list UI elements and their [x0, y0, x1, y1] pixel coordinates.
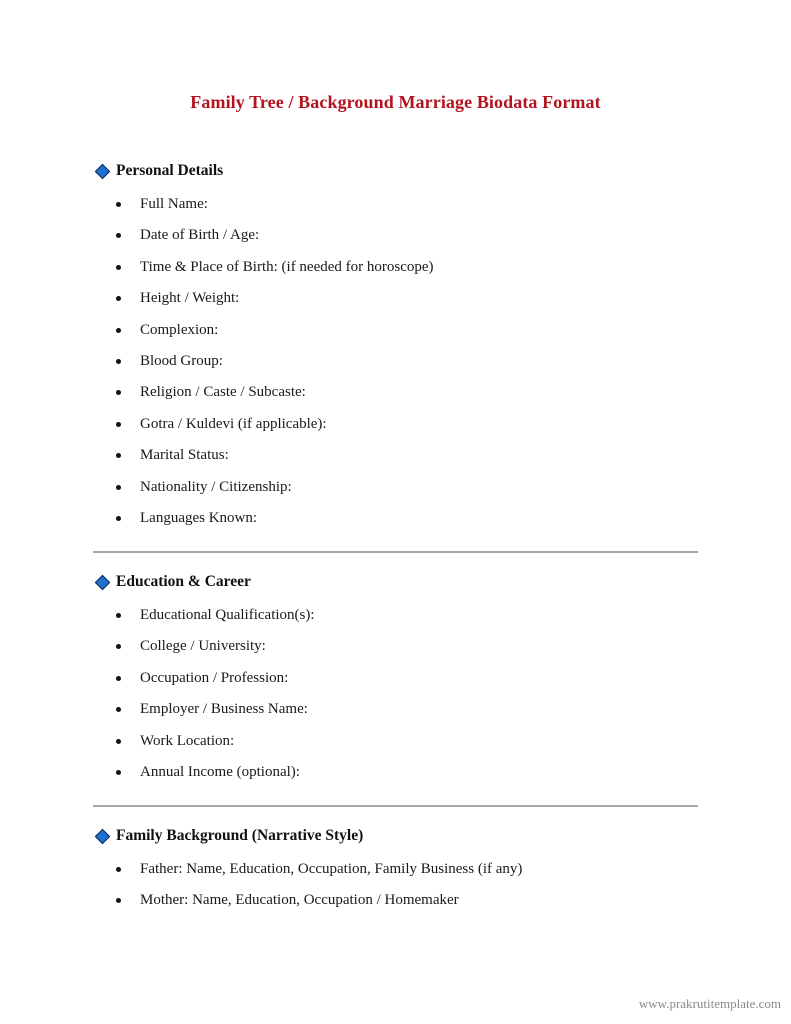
list-item	[93, 287, 698, 318]
field-list	[93, 604, 698, 792]
diamond-icon	[95, 574, 111, 590]
list-item	[93, 889, 698, 920]
field-label: Work Location:	[140, 732, 235, 749]
diamond-icon	[95, 163, 111, 179]
section-heading	[93, 825, 698, 847]
field-label: Father: Name, Education, Occupation, Family Business (if any)	[140, 861, 523, 877]
field-label: Languages Known:	[140, 509, 258, 526]
bullet-icon	[116, 676, 121, 681]
field-label: Height / Weight:	[140, 290, 240, 307]
field-list	[93, 858, 698, 921]
field-label: Occupation / Profession:	[140, 669, 289, 686]
list-item	[93, 350, 698, 381]
bullet-icon	[116, 739, 121, 744]
list-item	[93, 698, 698, 729]
field-label: Mother: Name, Education, Occupation / Homemaker	[140, 892, 459, 909]
field-label: Complexion:	[140, 321, 219, 338]
document-title: Family Tree / Background Marriage Biodata Format	[190, 92, 601, 112]
list-item	[93, 444, 698, 475]
bullet-icon	[116, 328, 121, 333]
section-personal-details	[93, 160, 698, 538]
field-label: College / University:	[140, 638, 266, 655]
list-item	[93, 604, 698, 635]
bullet-icon	[116, 867, 121, 872]
bullet-icon	[116, 644, 121, 649]
field-label: Religion / Caste / Subcaste:	[140, 384, 306, 401]
bullet-icon	[116, 202, 121, 207]
bullet-icon	[116, 359, 121, 364]
bullet-icon	[116, 613, 121, 618]
bullet-icon	[116, 422, 121, 427]
section-heading	[93, 571, 698, 593]
footer-website: www.prakrutitemplate.com	[638, 996, 781, 1011]
list-item	[93, 476, 698, 507]
list-item	[93, 193, 698, 224]
section-education-career	[93, 571, 698, 792]
list-item	[93, 256, 698, 287]
field-label: Marital Status:	[140, 447, 229, 464]
bullet-icon	[116, 898, 121, 903]
field-label: Full Name:	[140, 196, 208, 212]
list-item	[93, 224, 698, 255]
list-item	[93, 761, 698, 792]
list-item	[93, 507, 698, 538]
list-item	[93, 319, 698, 350]
section-heading-text: Personal Details	[116, 162, 224, 179]
bullet-icon	[116, 265, 121, 270]
bullet-icon	[116, 770, 121, 775]
bullet-icon	[116, 485, 121, 490]
bullet-icon	[116, 707, 121, 712]
list-item	[93, 635, 698, 666]
section-heading	[93, 160, 698, 182]
list-item	[93, 413, 698, 444]
section-heading-text: Family Background (Narrative Style)	[116, 827, 364, 844]
section-heading-text: Education & Career	[116, 573, 251, 590]
section-family-background	[93, 825, 698, 921]
list-item	[93, 667, 698, 698]
field-list	[93, 193, 698, 538]
field-label: Employer / Business Name:	[140, 701, 308, 718]
bullet-icon	[116, 516, 121, 521]
section-divider	[93, 805, 698, 807]
section-divider	[93, 551, 698, 553]
field-label: Time & Place of Birth: (if needed for horoscope)	[140, 258, 434, 275]
bullet-icon	[116, 453, 121, 458]
bullet-icon	[116, 390, 121, 395]
field-label: Educational Qualification(s):	[140, 607, 315, 623]
field-label: Annual Income (optional):	[140, 763, 300, 780]
field-label: Blood Group:	[140, 352, 223, 369]
diamond-icon	[95, 828, 111, 844]
bullet-icon	[116, 233, 121, 238]
list-item	[93, 381, 698, 412]
field-label: Nationality / Citizenship:	[140, 478, 292, 495]
list-item	[93, 858, 698, 889]
bullet-icon	[116, 296, 121, 301]
field-label: Date of Birth / Age:	[140, 227, 260, 244]
field-label: Gotra / Kuldevi (if applicable):	[140, 415, 327, 432]
list-item	[93, 730, 698, 761]
